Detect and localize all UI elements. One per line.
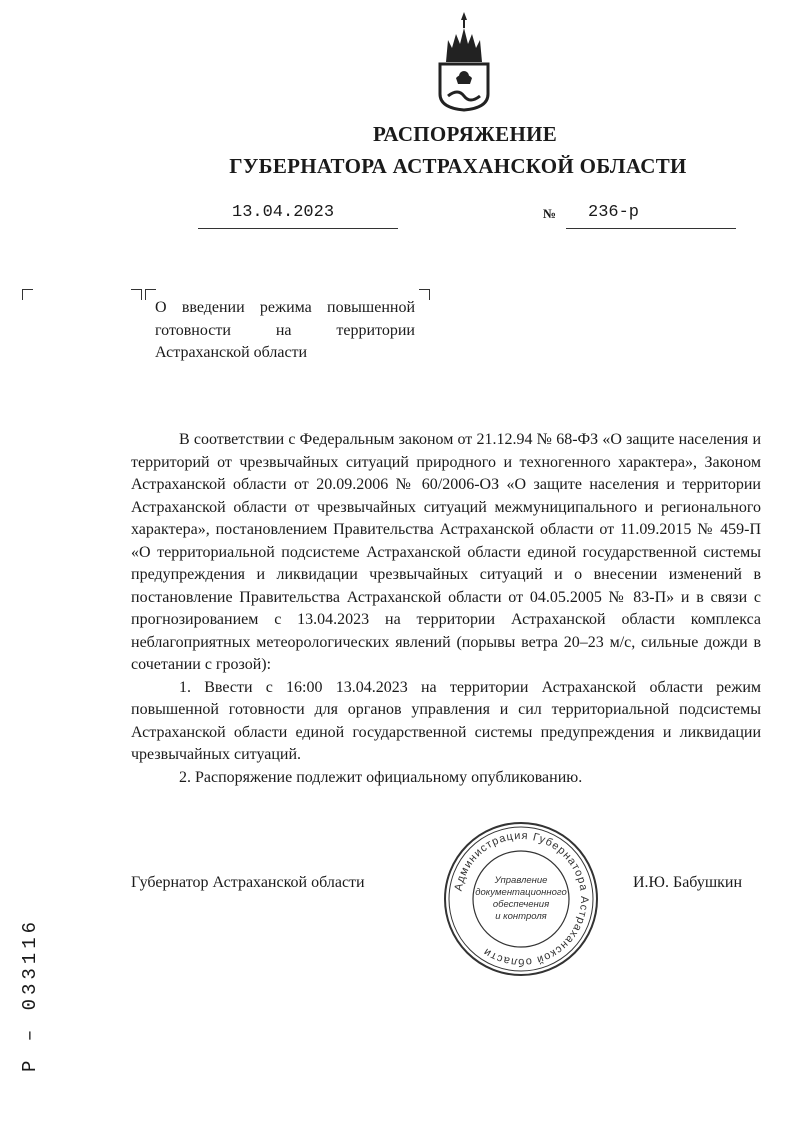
svg-text:Управление: Управление (494, 875, 548, 886)
signatory-name: И.Ю. Бабушкин (633, 874, 743, 891)
document-subject: О введении режима повышенной готовности на территории Астраханской области (155, 299, 415, 361)
registration-number-field (10, 917, 50, 1073)
document-body (131, 429, 761, 789)
date-field (198, 201, 398, 229)
svg-text:Администрация Губернатора Астр: Администрация Губернатора Астраханской области (452, 829, 591, 969)
registration-number: Р – 033116 (19, 917, 41, 1073)
document-subtitle: ГУБЕРНАТОРА АСТРАХАНСКОЙ ОБЛАСТИ (229, 154, 687, 178)
svg-text:обеспечения: обеспечения (492, 899, 550, 910)
preamble-paragraph: В соответствии с Федеральным законом от 21.12.94 № 68-ФЗ «О защите населения и территорий от чрезвычайных ситуаций природного и техногенного характера», Законом Астраханской области от 20.09.2006 № 60/2006-ОЗ «О защите населения и территории Астраханской области от чрезвычайных ситуаций межмуниципального и регионального характера», постановлением Правительства Астраханской области от 11.09.2015 № 459-П «О территориальной подсистеме Астраханской области единой государственной системы предупреждения и ликвидации чрезвычайных ситуаций и о внесении изменений в постановление Правительства Астраханской области от 04.05.2005 № 83-П» и в связи с прогнозированием с 13.04.2023 на территории Астраханской области комплекса неблагоприятных метеорологических явлений (порывы ветра 20–23 м/с, сильные дожди в сочетании с грозой): (131, 431, 761, 673)
signatory-position: Губернатор Астраханской области (131, 874, 365, 891)
item-1-paragraph: 1. Ввести с 16:00 13.04.2023 на территории Астраханской области режим повышенной готовности для органов управления и сил территориальной подсистемы Астраханской области единой государственной системы предупреждения и ликвидации чрезвычайных ситуаций. (131, 678, 761, 763)
official-seal (442, 820, 600, 978)
corner-mark-subject-right (419, 289, 430, 300)
svg-text:и контроля: и контроля (495, 911, 547, 922)
document-number: 236-р (588, 203, 640, 222)
number-field (566, 201, 736, 229)
coat-of-arms-emblem (434, 10, 494, 112)
corner-mark-subject-left (131, 289, 142, 300)
corner-mark-left (22, 289, 33, 300)
item-2-paragraph: 2. Распоряжение подлежит официальному опубликованию. (179, 768, 583, 786)
number-label: № (543, 206, 557, 221)
svg-text:документационного: документационного (475, 887, 567, 898)
document-date: 13.04.2023 (232, 203, 335, 222)
document-title: РАСПОРЯЖЕНИЕ (372, 122, 558, 146)
